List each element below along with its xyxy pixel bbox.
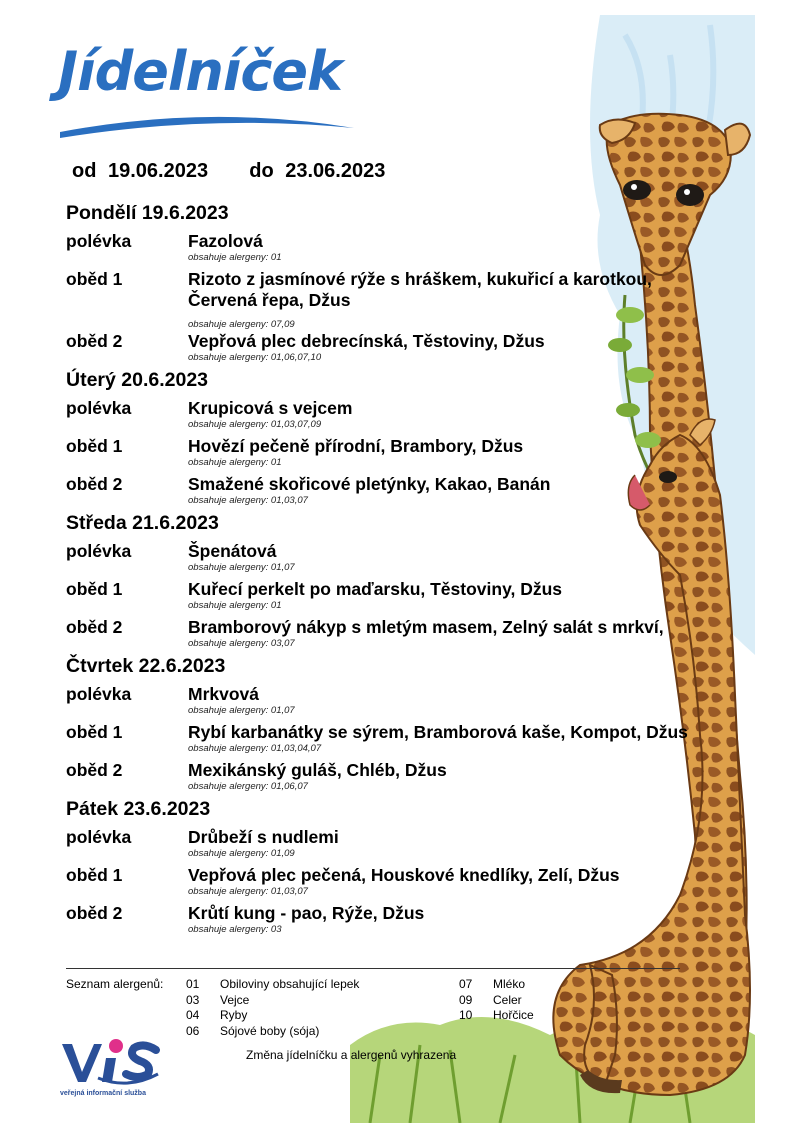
meal-label: polévka: [66, 398, 132, 418]
meal-label: polévka: [66, 684, 132, 704]
meal-allergens: obsahuje alergeny: 03,07: [188, 638, 295, 649]
meal-dish: Smažené skořicové pletýnky, Kakao, Banán: [188, 474, 551, 494]
legend-code: 07: [459, 977, 473, 991]
day-section: [66, 367, 746, 510]
meal-dish: Krůtí kung - pao, Rýže, Džus: [188, 903, 425, 923]
meal-label: oběd 2: [66, 760, 123, 780]
meal-label: oběd 2: [66, 617, 123, 637]
legend-allergen: Vejce: [220, 992, 250, 1007]
day-section: [66, 653, 746, 796]
period-from-date: 19.06.2023: [108, 160, 209, 182]
meal-dish: Bramborový nákyp s mletým masem, Zelný salát s mrkví,: [188, 617, 664, 637]
meal-dish: Vepřová plec pečená, Houskové knedlíky, Zelí, Džus: [188, 865, 620, 885]
meal-row: [66, 579, 746, 617]
legend-allergen: Celer: [493, 992, 522, 1007]
legend-column: [186, 977, 359, 1039]
legend-item: [186, 1024, 359, 1040]
legend-code: 03: [186, 992, 200, 1007]
meal-dish: Fazolová: [188, 231, 263, 251]
meal-row: [66, 684, 746, 722]
meal-row: [66, 827, 746, 865]
meal-dish: Mexikánský guláš, Chléb, Džus: [188, 760, 447, 780]
legend-divider: [66, 968, 680, 969]
meal-label: oběd 1: [66, 722, 123, 742]
menu-period: [72, 160, 391, 183]
meal-allergens: obsahuje alergeny: 01,03,07,09: [188, 419, 322, 430]
meal-allergens: obsahuje alergeny: 07,09: [188, 319, 295, 330]
meal-row: [66, 474, 746, 510]
meal-allergens: obsahuje alergeny: 01,07: [188, 562, 295, 573]
day-section: [66, 510, 746, 653]
vis-logo: [58, 1028, 168, 1103]
meal-allergens: obsahuje alergeny: 01,09: [188, 848, 295, 859]
meal-allergens: obsahuje alergeny: 01,06,07: [188, 781, 308, 792]
meal-allergens: obsahuje alergeny: 01: [188, 600, 282, 611]
meal-dish: Krupicová s vejcem: [188, 398, 353, 418]
meal-label: oběd 1: [66, 865, 123, 885]
day-heading: Pondělí 19.6.2023: [66, 202, 229, 224]
legend-item: [186, 1008, 359, 1024]
meal-label: polévka: [66, 827, 132, 847]
meal-label: oběd 2: [66, 331, 123, 351]
meal-row: [66, 269, 746, 331]
meal-label: polévka: [66, 541, 132, 561]
meal-allergens: obsahuje alergeny: 01,06,07,10: [188, 352, 322, 363]
meal-row: [66, 398, 746, 436]
menu-days: [66, 200, 746, 939]
day-section: [66, 200, 746, 367]
meal-dish: Kuřecí perkelt po maďarsku, Těstoviny, Džus: [188, 579, 563, 599]
meal-row: [66, 760, 746, 796]
legend-item: [459, 977, 534, 993]
period-to-date: 23.06.2023: [285, 160, 386, 182]
meal-row: [66, 865, 746, 903]
meal-allergens: obsahuje alergeny: 01,07: [188, 705, 295, 716]
meal-row: [66, 541, 746, 579]
day-heading: Čtvrtek 22.6.2023: [66, 655, 226, 677]
meal-allergens: obsahuje alergeny: 01: [188, 457, 282, 468]
legend-code: 10: [459, 1008, 473, 1022]
title-underline-swoosh: [58, 110, 358, 140]
meal-label: polévka: [66, 231, 132, 251]
meal-row: [66, 617, 746, 653]
vis-logo-mark: [58, 1028, 168, 1088]
meal-row: [66, 722, 746, 760]
meal-dish: Rizoto z jasmínové rýže s hráškem, kukuřicí a karotkou, Červená řepa, Džus: [188, 269, 652, 310]
legend-code: 04: [186, 1008, 200, 1022]
meal-dish: Špenátová: [188, 541, 277, 561]
legend-item: [459, 993, 534, 1009]
meal-dish: Vepřová plec debrecínská, Těstoviny, Džus: [188, 331, 545, 351]
meal-allergens: obsahuje alergeny: 01,03,07: [188, 886, 308, 897]
legend-item: [186, 977, 359, 993]
meal-label: oběd 2: [66, 903, 123, 923]
meal-row: [66, 231, 746, 269]
meal-label: oběd 1: [66, 436, 123, 456]
legend-column: [459, 977, 534, 1024]
meal-allergens: obsahuje alergeny: 01,03,04,07: [188, 743, 322, 754]
page-title-block: [58, 40, 358, 150]
legend-item: [186, 993, 359, 1009]
vis-logo-subtitle: veřejná informační služba: [60, 1090, 146, 1097]
meal-allergens: obsahuje alergeny: 01,03,07: [188, 495, 308, 506]
meal-allergens: obsahuje alergeny: 03: [188, 924, 282, 935]
legend-allergen: Ryby: [220, 1008, 248, 1022]
meal-label: oběd 2: [66, 474, 123, 494]
page-title: Jídelníček: [58, 40, 342, 103]
legend-allergen: Sójové boby (sója): [220, 1023, 320, 1038]
day-section: [66, 796, 746, 939]
meal-label: oběd 1: [66, 269, 123, 289]
meal-dish: Mrkvová: [188, 684, 260, 704]
meal-allergens: obsahuje alergeny: 01: [188, 252, 282, 263]
legend-item: [459, 1008, 534, 1024]
meal-dish: Rybí karbanátky se sýrem, Bramborová kaše, Kompot, Džus: [188, 722, 688, 742]
meal-dish: Drůbeží s nudlemi: [188, 827, 339, 847]
meal-row: [66, 436, 746, 474]
meal-row: [66, 903, 746, 939]
legend-code: 01: [186, 977, 200, 991]
legend-code: 09: [459, 992, 473, 1007]
meal-row: [66, 331, 746, 367]
footer-note: Změna jídelníčku a alergenů vyhrazena: [246, 1048, 457, 1062]
legend-code: 06: [186, 1023, 200, 1038]
day-heading: Středa 21.6.2023: [66, 512, 219, 534]
period-from-label: od: [72, 160, 97, 182]
legend-allergen: Hořčice: [493, 1008, 534, 1022]
day-heading: Úterý 20.6.2023: [66, 369, 209, 391]
legend-allergen: Obiloviny obsahující lepek: [220, 977, 360, 991]
period-to-label: do: [249, 160, 274, 182]
meal-label: oběd 1: [66, 579, 123, 599]
legend-title: Seznam alergenů:: [66, 977, 164, 991]
day-heading: Pátek 23.6.2023: [66, 798, 211, 820]
meal-dish: Hovězí pečeně přírodní, Brambory, Džus: [188, 436, 524, 456]
legend-allergen: Mléko: [493, 977, 526, 991]
